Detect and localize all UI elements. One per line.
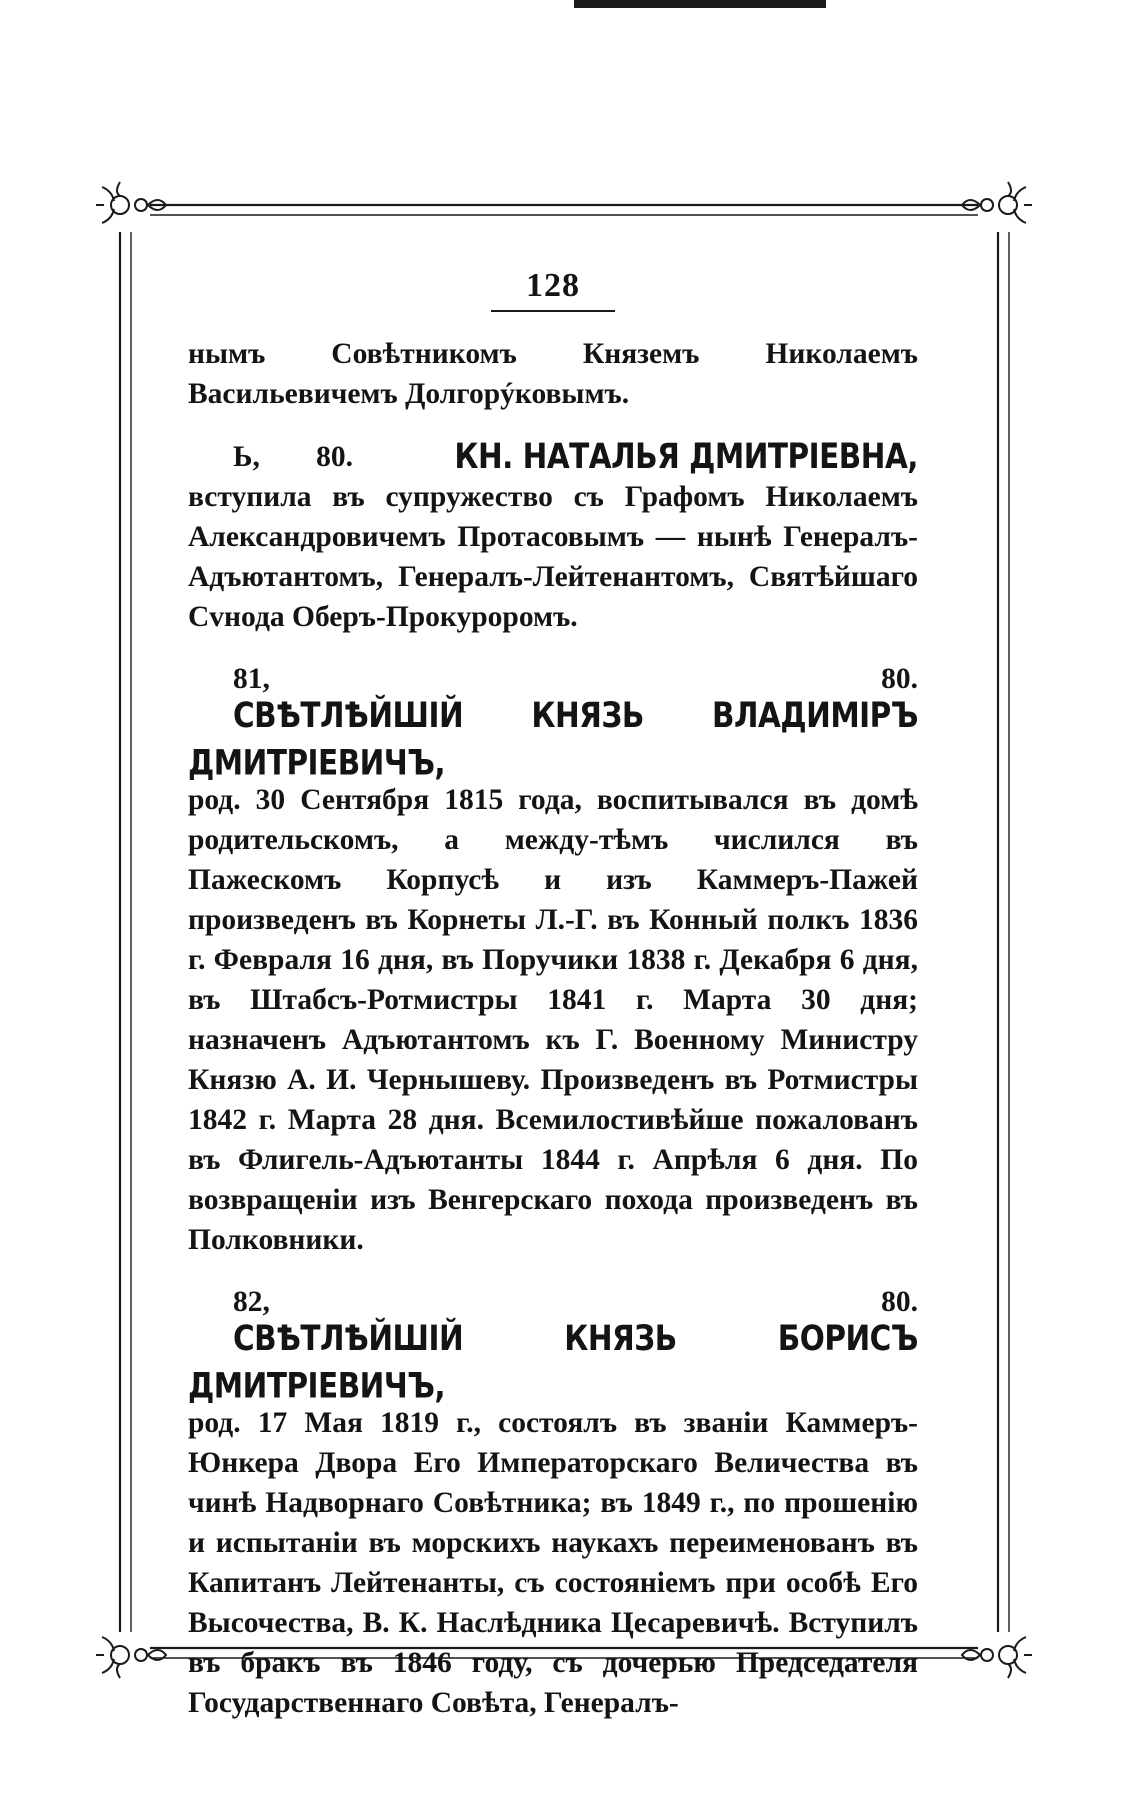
entry-text: род. 30 Сентября 1815 года, воспитывался въ домѣ родительскомъ, а между-тѣмъ числился въ Пажескомъ Корпусѣ и изъ Каммеръ-Пажей произведенъ въ Корнеты Л.-Г. въ Конный полкъ 1836 г. Февраля 16 дня, въ Поручики 1838 г. Декабря 6 дня, въ Штабсъ-Ротмистры 1841 г. Марта 30 дня; назначенъ Адъютантомъ къ Г. Военному Министру Князю А. И. Чернышеву. Произведенъ въ Ротмистры 1842 г. Марта 28 дня. Всемилостивѣйше пожалованъ въ Флигель-Адъютанты 1844 г. Апрѣля 6 дня. По возвращеніи изъ Венгерскаго похода произведенъ въ Полковники. [188,784,918,1256]
entry-text: вступила въ супружество съ Графомъ Николаемъ Александровичемъ Протасовымъ — нынѣ Генералъ-Адъютантомъ, Генералъ-Лейтенантомъ, Святѣйшаго Сvнода Оберъ-Прокуроромъ. [188,481,918,633]
entry-ref: Ь, 80. [233,441,354,473]
entry-ref: 81, 80. [233,663,918,695]
entry-name: КН. НАТАЛЬЯ ДМИТРІЕВНА, [454,435,918,477]
corner-ornament-top-left [96,182,166,223]
paragraph-text: нымъ Совѣтникомъ Княземъ Николаемъ Васильевичемъ Долгорýковымъ. [188,338,918,410]
entry-ref: 82, 80. [233,1286,918,1318]
entry-text: род. 17 Мая 1819 г., состоялъ въ званіи Каммеръ-Юнкера Двора Его Императорскаго Величества въ чинѣ Надворнаго Совѣтника; въ 1849 г., по прошенію и испытаніи въ морскихъ наукахъ переименованъ въ Капитанъ Лейтенанты, съ состояніемъ при особѣ Его Высочества, В. К. Наслѣдника Цесаревичѣ. Вступилъ въ бракъ въ 1846 году, съ дочерью Председателя Государственнаго Совѣта, Генералъ- [188,1407,918,1719]
page-content [188,268,918,1745]
entry-name: СВѢТЛѢЙШІЙ КНЯЗЬ ВЛАДИМІРЪ ДМИТРІЕВИЧЪ, [188,695,918,783]
entry-name: СВѢТЛѢЙШІЙ КНЯЗЬ БОРИСЪ ДМИТРІЕВИЧЪ, [188,1318,918,1406]
entry-boris [188,1282,918,1723]
entry-natalya [188,436,918,637]
paragraph-continuation [188,334,918,414]
entry-vladimir [188,659,918,1260]
page-number-rule [491,310,615,312]
corner-ornament-top-right [962,182,1032,223]
page-number: 128 [526,267,580,304]
